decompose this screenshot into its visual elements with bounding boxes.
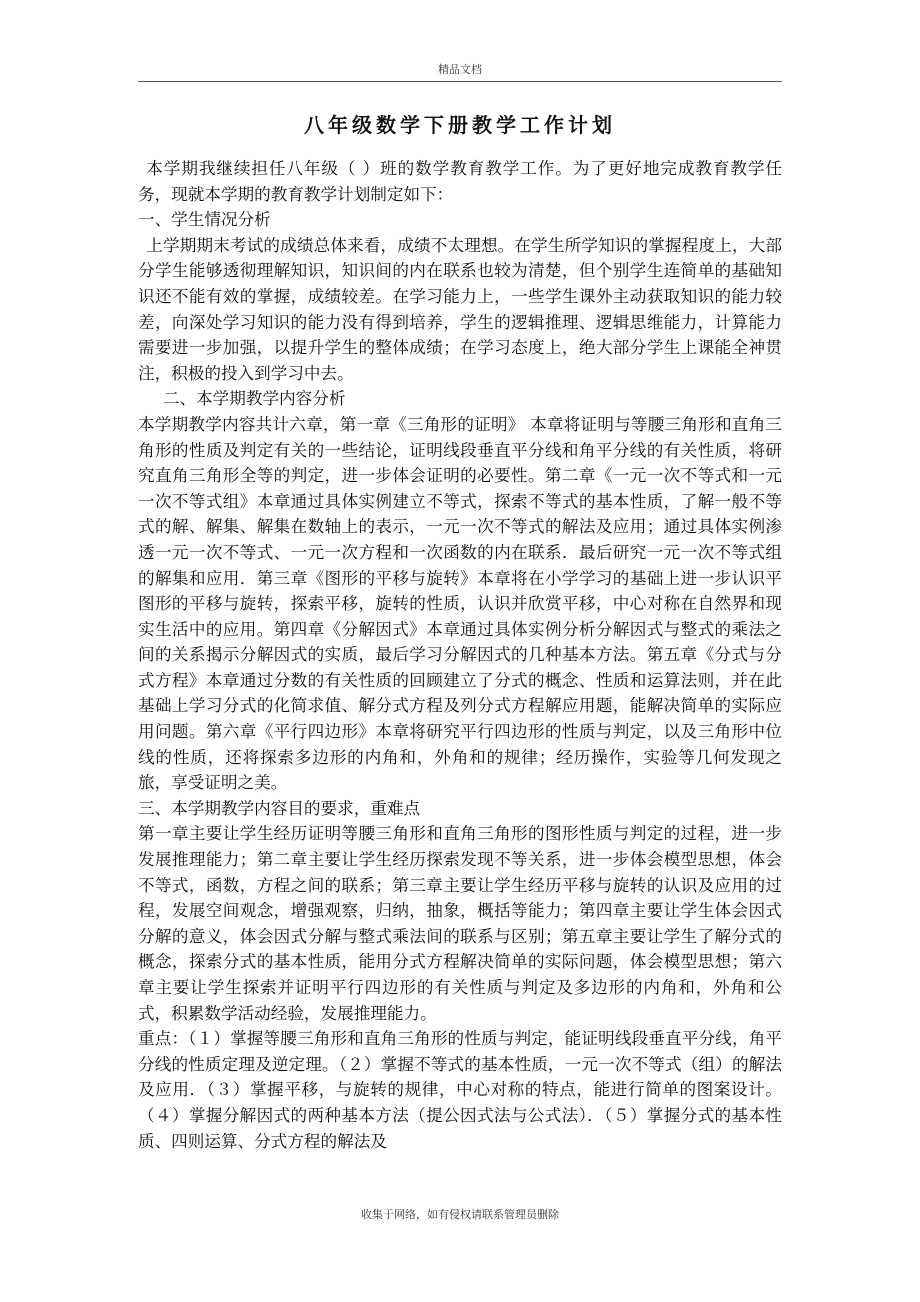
page-footer: 收集于网络，如有侵权请联系管理员删除: [361, 1208, 559, 1221]
page-header: 精品文档: [438, 63, 482, 76]
document-body: [138, 156, 782, 1154]
student-analysis-paragraph: 上学期期末考试的成绩总体来看，成绩不太理想。在学生所学知识的掌握程度上，大部分学生能够透彻理解知识，知识间的内在联系也较为清楚，但个别学生连简单的基础知识还不能有效的掌握，成绩较差。在学习能力上，一些学生课外主动获取知识的能力较差，向深处学习知识的能力没有得到培养，学生的逻辑推理、逻辑思维能力，计算能力需要进一步加强，以提升学生的整体成绩；在学习态度上，绝大部分学生上课能全神贯注，积极的投入到学习中去。: [138, 235, 782, 383]
key-points-paragraph: 重点：（１）掌握等腰三角形和直角三角形的性质与判定，能证明线段垂直平分线，角平分线的性质定理及逆定理。（２）掌握不等式的基本性质，一元一次不等式（组）的解法及应用．（３）掌握平移，与旋转的规律，中心对称的特点，能进行简单的图案设计。（４）掌握分解因式的两种基本方法（提公因式法与公式法）．（５）掌握分式的基本性质、四则运算、分式方程的解法及: [138, 1029, 782, 1151]
section-heading-student-analysis: 一、学生情况分析: [138, 210, 271, 230]
intro-paragraph: 本学期我继续担任八年级（ ）班的数学教育教学工作。为了更好地完成教育教学任务，现就本学期的教育教学计划制定如下：: [138, 159, 782, 204]
document-title: 八年级数学下册教学工作计划: [304, 113, 616, 137]
content-analysis-paragraph: 本学期教学内容共计六章，第一章《三角形的证明》 本章将证明与等腰三角形和直角三角形的性质及判定有关的一些结论，证明线段垂直平分线和角平分线的有关性质，将研究直角三角形全等的判定，进一步体会证明的必要性。第二章《一元一次不等式和一元一次不等式组》本章通过具体实例建立不等式，探索不等式的基本性质，了解一般不等式的解、解集、解集在数轴上的表示，一元一次不等式的解法及应用；通过具体实例渗透一元一次不等式、一元一次方程和一次函数的内在联系．最后研究一元一次不等式组的解集和应用．第三章《图形的平移与旋转》本章将在小学学习的基础上进一步认识平图形的平移与旋转，探索平移，旋转的性质，认识并欣赏平移，中心对称在自然界和现实生活中的应用。第四章《分解因式》本章通过具体实例分析分解因式与整式的乘法之间的关系揭示分解因式的实质，最后学习分解因式的几种基本方法。第五章《分式与分式方程》本章通过分数的有关性质的回顾建立了分式的概念、性质和运算法则，并在此基础上学习分式的化简求值、解分式方程及列分式方程解应用题，能解决简单的实际应用问题。第六章《平行四边形》本章将研究平行四边形的性质与判定，以及三角形中位线的性质，还将探索多边形的内角和，外角和的规律；经历操作，实验等几何发现之旅，享受证明之美。: [138, 414, 782, 793]
objectives-paragraph: 第一章主要让学生经历证明等腰三角形和直角三角形的图形性质与判定的过程，进一步发展推理能力；第二章主要让学生经历探索发现不等关系，进一步体会模型思想，体会不等式，函数，方程之间的联系；第三章主要让学生经历平移与旋转的认识及应用的过程，发展空间观念，增强观察，归纳，抽象，概括等能力；第四章主要让学生体会因式分解的意义，体会因式分解与整式乘法间的联系与区别；第五章主要让学生了解分式的概念，探索分式的基本性质，能用分式方程解决简单的实际问题，体会模型思想；第六章主要让学生探索并证明平行四边形的有关性质与判定及多边形的内角和，外角和公式，积累数学活动经验，发展推理能力。: [138, 824, 782, 1023]
section-heading-content-analysis: 二、本学期教学内容分析: [162, 389, 346, 409]
section-heading-objectives: 三、本学期教学内容目的要求，重难点: [138, 798, 421, 818]
header-divider: [138, 81, 782, 82]
